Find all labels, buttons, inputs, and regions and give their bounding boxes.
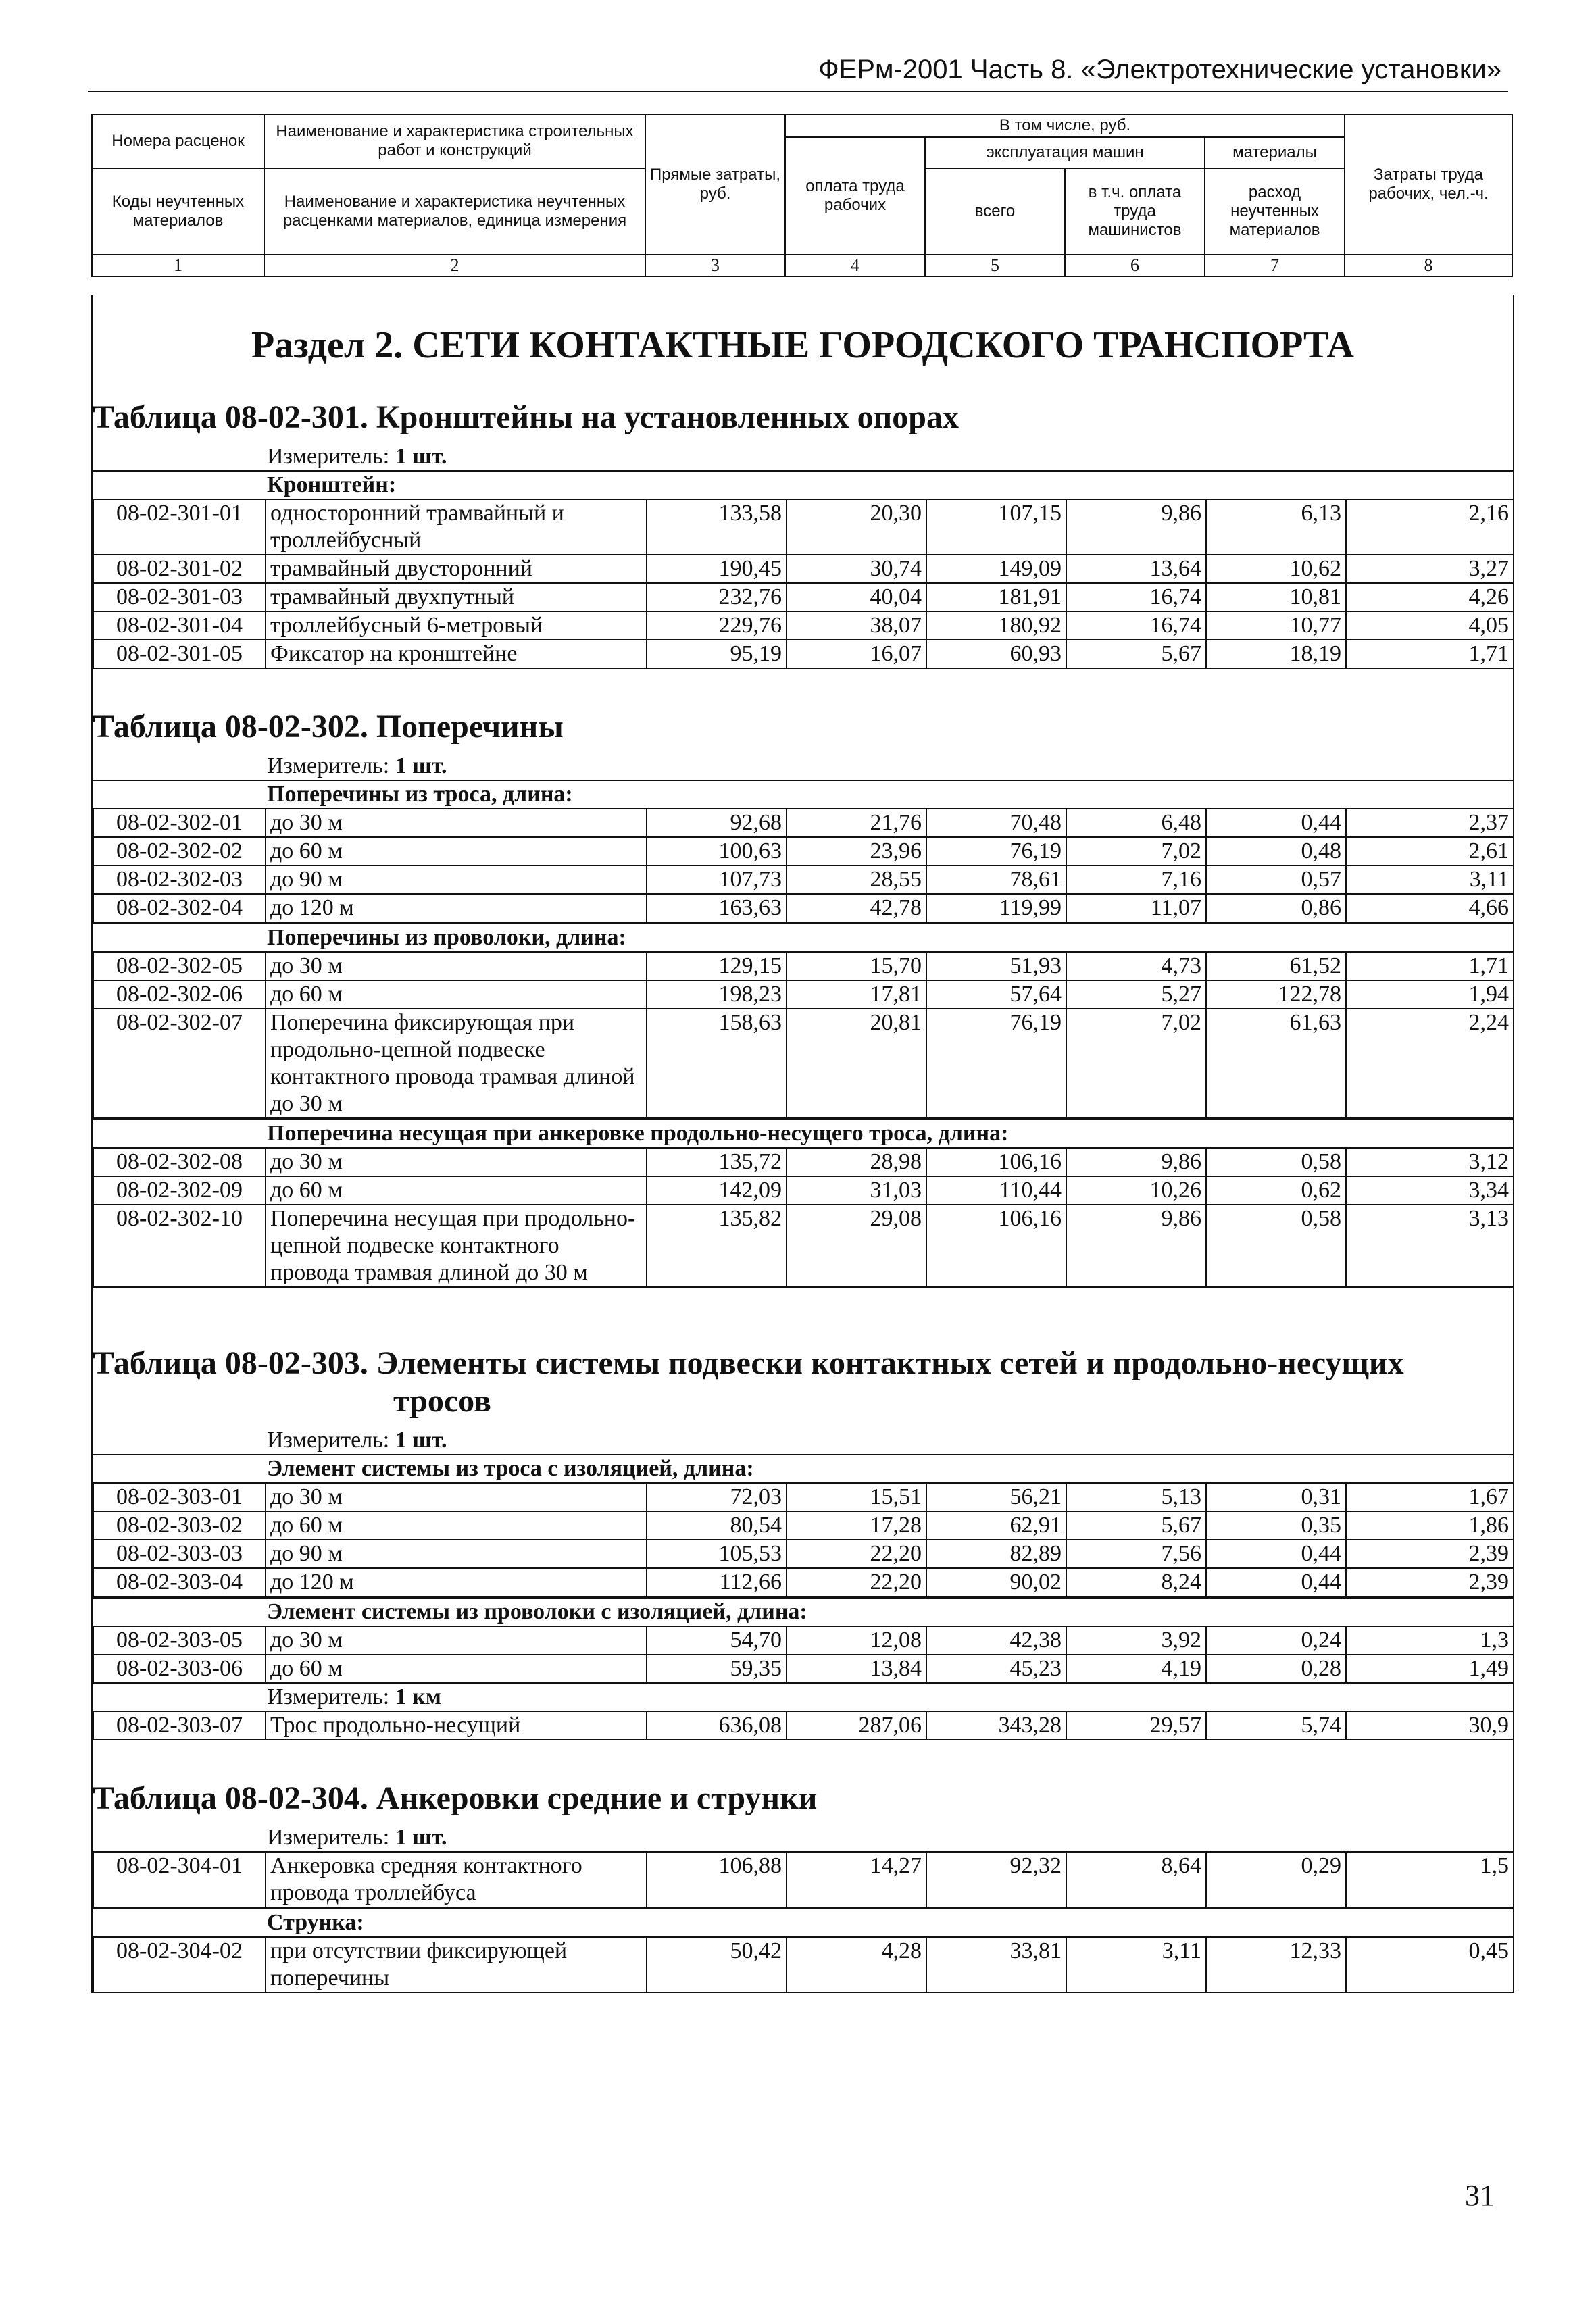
rate-code: 08-02-303-03	[93, 1540, 266, 1568]
labor-hours: 2,16	[1346, 499, 1514, 555]
materials-cost: 0,44	[1206, 1568, 1346, 1596]
direct-cost: 133,58	[647, 499, 787, 555]
direct-cost: 190,45	[647, 555, 787, 583]
operators-pay: 29,57	[1066, 1711, 1206, 1740]
direct-cost: 135,72	[647, 1148, 787, 1176]
materials-cost: 10,77	[1206, 611, 1346, 640]
rate-description: Трос продольно-несущий	[266, 1711, 647, 1740]
rate-code: 08-02-302-03	[93, 865, 266, 894]
page-header	[88, 53, 1508, 92]
rate-code: 08-02-304-02	[93, 1937, 266, 1992]
table-row	[93, 1852, 1514, 1907]
operators-pay: 5,67	[1066, 1511, 1206, 1540]
labor-pay: 15,70	[787, 952, 926, 980]
labor-hours: 1,49	[1346, 1655, 1514, 1683]
table-row	[93, 1568, 1514, 1596]
table-row	[93, 1483, 1514, 1511]
direct-cost: 129,15	[647, 952, 787, 980]
table-row	[93, 865, 1514, 894]
operators-pay: 5,27	[1066, 980, 1206, 1009]
table-302-title: Таблица 08-02-302. Поперечины	[93, 709, 564, 745]
table-row	[93, 1540, 1514, 1568]
rate-code: 08-02-302-07	[93, 1009, 266, 1118]
table-302-group-2: Поперечины из проволоки, длина:	[93, 923, 1513, 951]
rate-description: троллейбусный 6-метровый	[266, 611, 647, 640]
materials-cost: 0,31	[1206, 1483, 1346, 1511]
labor-pay: 40,04	[787, 583, 926, 611]
measure-label: Измеритель:	[267, 753, 390, 778]
labor-pay: 15,51	[787, 1483, 926, 1511]
labor-pay: 28,55	[787, 865, 926, 894]
labor-pay: 4,28	[787, 1937, 926, 1992]
rate-code: 08-02-303-07	[93, 1711, 266, 1740]
labor-hours: 1,71	[1346, 640, 1514, 668]
labor-hours: 3,13	[1346, 1205, 1514, 1287]
operators-pay: 7,02	[1066, 1009, 1206, 1118]
rate-description: до 60 м	[266, 1655, 647, 1683]
operators-pay: 11,07	[1066, 894, 1206, 922]
operators-pay: 7,16	[1066, 865, 1206, 894]
direct-cost: 50,42	[647, 1937, 787, 1992]
table-row	[93, 1626, 1514, 1655]
col2-bottom: Наименование и характеристика неучтенных расценками материалов, единица измерения	[264, 168, 645, 255]
table-301-title: Таблица 08-02-301. Кронштейны на установленных опорах	[93, 399, 959, 435]
rate-description: до 60 м	[266, 1511, 647, 1540]
labor-hours: 1,71	[1346, 952, 1514, 980]
rate-code: 08-02-303-06	[93, 1655, 266, 1683]
rate-description: до 30 м	[266, 952, 647, 980]
col3: Прямые затраты, руб.	[645, 114, 785, 255]
rate-description: односторонний трамвайный и троллейбусный	[266, 499, 647, 555]
materials-cost: 18,19	[1206, 640, 1346, 668]
table-302-rows-2	[93, 951, 1514, 1119]
rate-code: 08-02-303-04	[93, 1568, 266, 1596]
materials-cost: 6,13	[1206, 499, 1346, 555]
colnum-5: 5	[925, 255, 1065, 276]
measure-value: 1 шт.	[395, 444, 447, 469]
rate-description: до 60 м	[266, 1176, 647, 1205]
rate-code: 08-02-301-04	[93, 611, 266, 640]
materials-cost: 0,24	[1206, 1626, 1346, 1655]
machines-total: 106,16	[926, 1205, 1066, 1287]
labor-hours: 1,67	[1346, 1483, 1514, 1511]
table-303-measure-2	[93, 1684, 1513, 1711]
direct-cost: 54,70	[647, 1626, 787, 1655]
table-302-rows-1	[93, 808, 1514, 923]
table-row	[93, 1009, 1514, 1118]
direct-cost: 198,23	[647, 980, 787, 1009]
operators-pay: 9,86	[1066, 1205, 1206, 1287]
measure-value: 1 шт.	[395, 1825, 447, 1850]
materials-cost: 0,48	[1206, 837, 1346, 865]
table-row	[93, 555, 1514, 583]
materials-cost: 0,57	[1206, 865, 1346, 894]
direct-cost: 142,09	[647, 1176, 787, 1205]
col1-top: Номера расценок	[92, 114, 264, 168]
machines-total: 57,64	[926, 980, 1066, 1009]
direct-cost: 163,63	[647, 894, 787, 922]
direct-cost: 80,54	[647, 1511, 787, 1540]
machines-total: 60,93	[926, 640, 1066, 668]
page-number: 31	[1465, 2179, 1495, 2212]
rate-code: 08-02-303-02	[93, 1511, 266, 1540]
direct-cost: 232,76	[647, 583, 787, 611]
table-row	[93, 1655, 1514, 1683]
rate-description: до 120 м	[266, 894, 647, 922]
labor-pay: 17,28	[787, 1511, 926, 1540]
materials-cost: 0,28	[1206, 1655, 1346, 1683]
measure-value: 1 км	[395, 1684, 441, 1709]
operators-pay: 4,73	[1066, 952, 1206, 980]
labor-hours: 1,5	[1346, 1852, 1514, 1907]
labor-pay: 42,78	[787, 894, 926, 922]
table-row	[93, 952, 1514, 980]
operators-pay: 3,11	[1066, 1937, 1206, 1992]
labor-hours: 2,39	[1346, 1540, 1514, 1568]
labor-pay: 287,06	[787, 1711, 926, 1740]
table-303-title-line1: Таблица 08-02-303. Элементы системы подвески контактных сетей и продольно-несущих	[93, 1345, 1404, 1381]
col8: Затраты труда рабочих, чел.-ч.	[1345, 114, 1512, 255]
colnum-8: 8	[1345, 255, 1512, 276]
table-303-measure	[93, 1427, 1513, 1454]
labor-pay: 12,08	[787, 1626, 926, 1655]
machines-total: 180,92	[926, 611, 1066, 640]
machines-total: 181,91	[926, 583, 1066, 611]
operators-pay: 16,74	[1066, 611, 1206, 640]
direct-cost: 95,19	[647, 640, 787, 668]
machines-total: 343,28	[926, 1711, 1066, 1740]
colnum-4: 4	[785, 255, 925, 276]
measure-label: Измеритель:	[267, 1428, 390, 1453]
rate-description: Поперечина несущая при продольно-цепной подвеске контактного провода трамвая длиной до 30 м	[266, 1205, 647, 1287]
labor-hours: 4,05	[1346, 611, 1514, 640]
col2-top: Наименование и характеристика строительных работ и конструкций	[264, 114, 645, 168]
machines-total: 90,02	[926, 1568, 1066, 1596]
machines-total: 62,91	[926, 1511, 1066, 1540]
table-row	[93, 1511, 1514, 1540]
rate-code: 08-02-302-08	[93, 1148, 266, 1176]
operators-pay: 5,67	[1066, 640, 1206, 668]
rate-description: до 30 м	[266, 1483, 647, 1511]
rate-code: 08-02-302-05	[93, 952, 266, 980]
colnum-3: 3	[645, 255, 785, 276]
labor-hours: 3,12	[1346, 1148, 1514, 1176]
colnum-1: 1	[92, 255, 264, 276]
rate-code: 08-02-302-02	[93, 837, 266, 865]
colnum-7: 7	[1205, 255, 1345, 276]
direct-cost: 636,08	[647, 1711, 787, 1740]
materials-cost: 0,86	[1206, 894, 1346, 922]
rate-description: до 60 м	[266, 837, 647, 865]
labor-hours: 2,39	[1346, 1568, 1514, 1596]
table-303-rows-1	[93, 1482, 1514, 1597]
rate-description: до 30 м	[266, 1148, 647, 1176]
table-302-measure	[93, 753, 1513, 780]
materials-cost: 12,33	[1206, 1937, 1346, 1992]
table-303-group-2: Элемент системы из проволоки с изоляцией, длина:	[93, 1597, 1513, 1626]
machines-total: 119,99	[926, 894, 1066, 922]
rate-code: 08-02-303-01	[93, 1483, 266, 1511]
direct-cost: 105,53	[647, 1540, 787, 1568]
rate-code: 08-02-301-02	[93, 555, 266, 583]
labor-pay: 20,81	[787, 1009, 926, 1118]
materials-cost: 0,58	[1206, 1205, 1346, 1287]
operators-pay: 10,26	[1066, 1176, 1206, 1205]
labor-hours: 4,26	[1346, 583, 1514, 611]
labor-hours: 3,11	[1346, 865, 1514, 894]
measure-label: Измеритель:	[267, 1825, 390, 1850]
direct-cost: 158,63	[647, 1009, 787, 1118]
direct-cost: 229,76	[647, 611, 787, 640]
labor-pay: 22,20	[787, 1568, 926, 1596]
table-304-rows-1	[93, 1851, 1514, 1908]
labor-pay: 16,07	[787, 640, 926, 668]
labor-hours: 3,34	[1346, 1176, 1514, 1205]
table-303-rows-2	[93, 1626, 1514, 1684]
operators-pay: 5,13	[1066, 1483, 1206, 1511]
materials-cost: 5,74	[1206, 1711, 1346, 1740]
labor-pay: 21,76	[787, 809, 926, 837]
machines-total: 76,19	[926, 837, 1066, 865]
labor-hours: 1,86	[1346, 1511, 1514, 1540]
table-303-group-1: Элемент системы из троса с изоляцией, длина:	[93, 1454, 1513, 1482]
table-row	[93, 894, 1514, 922]
column-header-table	[91, 114, 1513, 277]
operators-pay: 7,56	[1066, 1540, 1206, 1568]
operators-pay: 9,86	[1066, 1148, 1206, 1176]
materials-cost: 0,29	[1206, 1852, 1346, 1907]
machines-total: 76,19	[926, 1009, 1066, 1118]
rate-description: Анкеровка средняя контактного провода троллейбуса	[266, 1852, 647, 1907]
machines-total: 149,09	[926, 555, 1066, 583]
section-title: Раздел 2. СЕТИ КОНТАКТНЫЕ ГОРОДСКОГО ТРАНСПОРТА	[251, 324, 1354, 366]
labor-hours: 2,37	[1346, 809, 1514, 837]
labor-hours: 1,94	[1346, 980, 1514, 1009]
table-301-rows	[93, 499, 1514, 669]
table-304-group: Струнка:	[93, 1908, 1513, 1936]
rate-code: 08-02-301-05	[93, 640, 266, 668]
rate-code: 08-02-302-04	[93, 894, 266, 922]
col7: расход неучтенных материалов	[1205, 168, 1345, 255]
header-title: ФЕРм-2001 Часть 8. «Электротехнические установки»	[818, 55, 1501, 84]
direct-cost: 112,66	[647, 1568, 787, 1596]
labor-hours: 2,24	[1346, 1009, 1514, 1118]
table-304-rows-2	[93, 1936, 1514, 1993]
machines-total: 70,48	[926, 809, 1066, 837]
direct-cost: 106,88	[647, 1852, 787, 1907]
operators-pay: 3,92	[1066, 1626, 1206, 1655]
operators-pay: 8,64	[1066, 1852, 1206, 1907]
labor-pay: 30,74	[787, 555, 926, 583]
materials-cost: 0,62	[1206, 1176, 1346, 1205]
table-row	[93, 640, 1514, 668]
rate-description: Поперечина фиксирующая при продольно-цепной подвеске контактного провода трамвая длиной до 30 м	[266, 1009, 647, 1118]
measure-label: Измеритель:	[267, 1684, 390, 1709]
table-row	[93, 809, 1514, 837]
operators-pay: 16,74	[1066, 583, 1206, 611]
rate-code: 08-02-302-01	[93, 809, 266, 837]
direct-cost: 59,35	[647, 1655, 787, 1683]
table-301-measure	[93, 443, 1513, 470]
table-row	[93, 980, 1514, 1009]
labor-pay: 13,84	[787, 1655, 926, 1683]
labor-pay: 29,08	[787, 1205, 926, 1287]
machines-total: 56,21	[926, 1483, 1066, 1511]
rate-code: 08-02-302-10	[93, 1205, 266, 1287]
machines-total: 45,23	[926, 1655, 1066, 1683]
table-303-title-line2: тросов	[393, 1383, 491, 1419]
materials-cost: 0,44	[1206, 1540, 1346, 1568]
table-301-group: Кронштейн:	[93, 470, 1513, 499]
table-303-rows-3	[93, 1711, 1514, 1740]
machines-total: 82,89	[926, 1540, 1066, 1568]
operators-pay: 6,48	[1066, 809, 1206, 837]
operators-pay: 7,02	[1066, 837, 1206, 865]
machines-total: 92,32	[926, 1852, 1066, 1907]
labor-hours: 2,61	[1346, 837, 1514, 865]
labor-pay: 22,20	[787, 1540, 926, 1568]
direct-cost: 107,73	[647, 865, 787, 894]
measure-value: 1 шт.	[395, 1428, 447, 1453]
machines-total: 78,61	[926, 865, 1066, 894]
rate-code: 08-02-301-03	[93, 583, 266, 611]
direct-cost: 92,68	[647, 809, 787, 837]
direct-cost: 135,82	[647, 1205, 787, 1287]
materials-cost: 0,58	[1206, 1148, 1346, 1176]
operators-pay: 9,86	[1066, 499, 1206, 555]
table-row	[93, 1205, 1514, 1287]
labor-hours: 30,9	[1346, 1711, 1514, 1740]
materials-header: материалы	[1205, 137, 1345, 168]
labor-pay: 23,96	[787, 837, 926, 865]
table-row	[93, 611, 1514, 640]
document-body	[91, 295, 1514, 1993]
operators-pay: 8,24	[1066, 1568, 1206, 1596]
labor-pay: 31,03	[787, 1176, 926, 1205]
col6: в т.ч. оплата труда машинистов	[1065, 168, 1205, 255]
materials-cost: 0,44	[1206, 809, 1346, 837]
rate-code: 08-02-302-06	[93, 980, 266, 1009]
machines-total: 33,81	[926, 1937, 1066, 1992]
table-row	[93, 1148, 1514, 1176]
rate-description: до 30 м	[266, 1626, 647, 1655]
direct-cost: 72,03	[647, 1483, 787, 1511]
labor-hours: 1,3	[1346, 1626, 1514, 1655]
labor-pay: 28,98	[787, 1148, 926, 1176]
table-302-group-3: Поперечина несущая при анкеровке продольно-несущего троса, длина:	[93, 1119, 1513, 1147]
rate-description: до 90 м	[266, 865, 647, 894]
direct-cost: 100,63	[647, 837, 787, 865]
materials-cost: 61,52	[1206, 952, 1346, 980]
labor-hours: 4,66	[1346, 894, 1514, 922]
rate-code: 08-02-301-01	[93, 499, 266, 555]
operators-pay: 4,19	[1066, 1655, 1206, 1683]
labor-pay: 14,27	[787, 1852, 926, 1907]
labor-pay: 17,81	[787, 980, 926, 1009]
table-304-measure	[93, 1824, 1513, 1851]
materials-cost: 10,81	[1206, 583, 1346, 611]
rate-description: до 90 м	[266, 1540, 647, 1568]
rate-code: 08-02-304-01	[93, 1852, 266, 1907]
table-row	[93, 1176, 1514, 1205]
materials-cost: 122,78	[1206, 980, 1346, 1009]
labor-hours: 0,45	[1346, 1937, 1514, 1992]
table-row	[93, 583, 1514, 611]
measure-value: 1 шт.	[395, 753, 447, 778]
rate-description: до 120 м	[266, 1568, 647, 1596]
table-row	[93, 499, 1514, 555]
labor-pay: 38,07	[787, 611, 926, 640]
table-row	[93, 1711, 1514, 1740]
rate-code: 08-02-303-05	[93, 1626, 266, 1655]
materials-cost: 61,63	[1206, 1009, 1346, 1118]
machines-total: 106,16	[926, 1148, 1066, 1176]
machines-total: 107,15	[926, 499, 1066, 555]
table-302-group-1: Поперечины из троса, длина:	[93, 780, 1513, 808]
table-row	[93, 837, 1514, 865]
rate-description: при отсутствии фиксирующей поперечины	[266, 1937, 647, 1992]
materials-cost: 10,62	[1206, 555, 1346, 583]
materials-cost: 0,35	[1206, 1511, 1346, 1540]
col1-bottom: Коды неучтенных материалов	[92, 168, 264, 255]
machines-total: 42,38	[926, 1626, 1066, 1655]
colnum-2: 2	[264, 255, 645, 276]
table-303-title	[93, 1335, 1513, 1427]
col4: оплата труда рабочих	[785, 137, 925, 255]
machines-total: 110,44	[926, 1176, 1066, 1205]
machines-header: эксплуатация машин	[925, 137, 1205, 168]
table-302-rows-3	[93, 1147, 1514, 1288]
rate-description: Фиксатор на кронштейне	[266, 640, 647, 668]
rate-description: до 60 м	[266, 980, 647, 1009]
in-total-header: В том числе, руб.	[785, 114, 1345, 137]
table-row	[93, 1937, 1514, 1992]
table-304-title: Таблица 08-02-304. Анкеровки средние и струнки	[93, 1780, 818, 1816]
labor-hours: 3,27	[1346, 555, 1514, 583]
labor-pay: 20,30	[787, 499, 926, 555]
rate-code: 08-02-302-09	[93, 1176, 266, 1205]
measure-label: Измеритель:	[267, 444, 390, 469]
rate-description: до 30 м	[266, 809, 647, 837]
col5: всего	[925, 168, 1065, 255]
operators-pay: 13,64	[1066, 555, 1206, 583]
rate-description: трамвайный двухпутный	[266, 583, 647, 611]
colnum-6: 6	[1065, 255, 1205, 276]
machines-total: 51,93	[926, 952, 1066, 980]
rate-description: трамвайный двусторонний	[266, 555, 647, 583]
